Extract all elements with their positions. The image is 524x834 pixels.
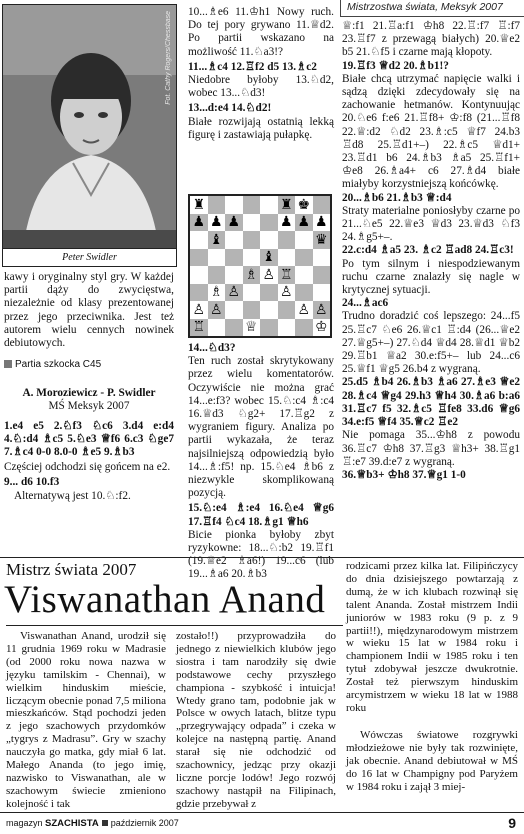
board-square <box>295 284 313 302</box>
board-square <box>243 196 261 214</box>
chess-piece-icon: ♟ <box>279 214 293 231</box>
section-divider <box>0 557 524 558</box>
comment-1: Częściej odchodzi się gońcem na e2. <box>4 461 171 474</box>
column-1 <box>4 271 174 503</box>
col2-comment-3: Bicie pionka byłoby zbyt ryzykowne: 18...♘:b2 19.♖f1 (19.♕e2 ♗a6!) 19...c6 (lub 19...♗a6 20.♗b3 <box>188 528 334 581</box>
board-square <box>313 196 331 214</box>
column-2-bottom <box>188 342 334 582</box>
chess-piece-icon: ♔ <box>314 319 328 336</box>
column-3 <box>342 20 520 482</box>
board-square <box>260 284 278 302</box>
chess-piece-icon: ♜ <box>279 196 293 213</box>
board-square <box>190 301 208 319</box>
article-column-b <box>176 630 336 811</box>
opening-label <box>4 358 174 371</box>
board-square <box>278 214 296 232</box>
col3-p2: Białe chcą utrzymać napięcie walki i sądzą dzięki zdecydowały się na zachowanie hetmanów. Kontynuując 20.♘e6 f:e6 21.♖f8+ ♔:f8 (21...♖f8 22.♕:d2 ♘d2 23.♗:c5 ♕f7 24.b3 ♖d8 25.♖d1+–) 22.♗c5 ♕d1+ 23.♖d1 b6 24.♗b3 ♗a5 25.♖f1+ ♔e8 26.♗a4+ c6 27.♗d4 białe miałyby korzystniejszą końcówkę. <box>342 72 520 191</box>
col3-m6: 36.♕b3+ ♔h8 37.♕g1 1-0 <box>342 468 466 481</box>
board-square <box>278 301 296 319</box>
article-text-c1: rodzicami przez kilka lat. Filipińczycy do dnia dzisiejszego powtarzają z dumą, że w ich klubach rozwinął się talent Ananda. Został mistrzem Indii juniorów w 1983 roku (9 p. z 9 partii!!), międzynarodowym mistrzem w wieku 15 lat w 1984 roku i championem Indii w 1985 roku i ten tytuł zdobywał jeszcze dwukrotnie. Został też pierwszym hinduskim arcymistrzem w wieku 18 lat w 1988 roku <box>346 560 518 714</box>
moves-block-2: 9... d6 10.f3 <box>4 476 60 489</box>
chess-piece-icon: ♙ <box>262 266 276 283</box>
col3-p3: Straty materialne poniosłyby czarne po 21...♘e5 22.♕e3 ♕d3 23.♕d3 ♘f3 24.♗g5+–. <box>342 204 520 244</box>
board-square <box>190 319 208 337</box>
board-square <box>313 319 331 337</box>
page-footer <box>0 812 524 834</box>
board-square <box>313 231 331 249</box>
board-square <box>243 249 261 267</box>
col3-m4: 24...♗ac6 <box>342 297 389 310</box>
col2-moves-2: 13...d:e4 14.♘d2! <box>188 102 272 115</box>
photo-credit: Fot. Cathy Rogers/Chessbase <box>165 11 172 105</box>
chess-piece-icon: ♙ <box>227 284 241 301</box>
board-square <box>243 214 261 232</box>
col2-comment-2: Białe rozwijają ostatnią lekką figurę i zastawiają pułapkę. <box>188 115 334 141</box>
board-square <box>295 249 313 267</box>
board-square <box>208 249 226 267</box>
magazine-name: SZACHISTA <box>45 818 99 829</box>
col3-p6: Nie pomaga 35...♔h8 z powodu 36.♖c7 ♔h8 37.♖g3 ♕h3+ 38.♖g1 ♖:e7 39.d:e7 z wygraną. <box>342 429 520 468</box>
board-square <box>295 301 313 319</box>
board-square <box>225 319 243 337</box>
board-square <box>208 196 226 214</box>
page-number: 9 <box>508 815 516 831</box>
board-square <box>225 301 243 319</box>
board-square <box>278 196 296 214</box>
chess-piece-icon: ♟ <box>297 214 311 231</box>
square-bullet-icon <box>4 360 12 368</box>
article-text-a: Viswanathan Anand, urodził się 11 grudnia 1969 roku w Madrasie (od 2000 roku nowa nazwa w języku tamilskim - Chennai), w wielkim hinduskim mieście, liczącym obecnie ponad 7,5 miliona mieszkańców. Stąd pochodzi jeden z jego szachowych przydomków „tygrys z Madrasu”. Gry w szachy nauczyła go matka, gdy miał 6 lat. Małego Ananda (to jego imię, nazwisko to Viswanathan, ale w szachowym świecie zmieniono kolejność i tak <box>6 630 166 810</box>
game-event: MŚ Meksyk 2007 <box>48 400 130 413</box>
board-square <box>225 249 243 267</box>
article-column-a <box>6 630 166 811</box>
board-square <box>260 319 278 337</box>
board-square <box>243 301 261 319</box>
square-separator-icon <box>102 820 108 826</box>
opening-name: Partia szkocka C45 <box>15 359 102 371</box>
chess-piece-icon: ♟ <box>209 214 223 231</box>
board-square <box>313 284 331 302</box>
board-square <box>225 266 243 284</box>
chess-piece-icon: ♙ <box>279 284 293 301</box>
board-square <box>278 266 296 284</box>
col3-m3: 22.c:d4 ♗a5 23. ♗c2 ♖ad8 24.♖c3! <box>342 244 514 257</box>
board-square <box>295 319 313 337</box>
board-square <box>278 249 296 267</box>
board-square <box>260 249 278 267</box>
board-square <box>295 266 313 284</box>
chess-piece-icon: ♝ <box>209 231 223 248</box>
col2-move-after-board: 14...♘d3? <box>188 342 236 354</box>
board-square <box>243 231 261 249</box>
article-text-c2: Wówczas światowe rozgrywki młodzieżowe nie były tak rozwinięte, jak obecnie. Anand debiutował w MŚ do 16 lat w Champigny pod Paryżem w 1984 roku i zajął 3 miej- <box>346 728 518 793</box>
article-kicker: Mistrz świata 2007 <box>6 560 137 579</box>
footer-magazine <box>6 813 179 834</box>
running-head: Mistrzostwa świata, Meksyk 2007 <box>340 0 524 16</box>
col3-p1: ♕:f1 21.♖a:f1 ♔h8 22.♖:f7 ♖:f7 23.♖f7 z przewagą białych) 20.♕e2 b5 21.♘f5 i czarne mają kłopoty. <box>342 20 520 59</box>
board-square <box>313 301 331 319</box>
board-square <box>208 319 226 337</box>
board-square <box>313 214 331 232</box>
board-square <box>243 266 261 284</box>
issue-date: październik 2007 <box>110 818 179 828</box>
chess-piece-icon: ♙ <box>209 301 223 318</box>
board-square <box>260 266 278 284</box>
chess-piece-icon: ♛ <box>314 231 328 248</box>
game-header: A. Moroziewicz - P. Swidler <box>22 387 156 400</box>
headline-rule <box>6 625 343 626</box>
chess-piece-icon: ♟ <box>314 214 328 231</box>
col3-p5: Trudno doradzić coś lepszego: 24...f5 25.♖c7 ♘e6 26.♕c1 ♖:d4 (26...♕e2 27.♕g5+–) 27.♘d4 ♕d4 28.♕d1 ♕b2 29.♖b1 ♕a2 30.e:f5+– lub 24...c6 25.♕f1 ♕g5 26.b4 z wygraną. <box>342 310 520 376</box>
col2-after-board-text: Ten ruch został skrytykowany przez wielu komentatorów. Oczywiście nie można grać 14...e:f3? wobec 15.♘:c4 ♗:c4 16.♕d3 ♘g2+ 17.♖g2 z wygraniem figury. Analiza po partii wykazała, że teraz najsilniejszą odpowiedzią było 14...♗:f5! np. 15.♘e4 ♗b6 z niezwykle skomplikowaną pozycją. <box>188 355 334 500</box>
board-square <box>313 266 331 284</box>
board-square <box>208 266 226 284</box>
board-square <box>260 196 278 214</box>
comment-2: Alternatywą jest 10.♘:f2. <box>14 489 131 502</box>
chess-piece-icon: ♖ <box>279 266 293 283</box>
col2-moves-1: 11...♗c4 12.♖f2 d5 13.♗c2 <box>188 60 317 73</box>
board-square <box>225 214 243 232</box>
article-headline: Viswanathan Anand <box>4 578 326 621</box>
chess-piece-icon: ♝ <box>262 249 276 266</box>
chess-piece-icon: ♙ <box>192 301 206 318</box>
board-square <box>260 231 278 249</box>
board-square <box>225 196 243 214</box>
col3-m2: 20...♗b6 21.♗b3 ♕:d4 <box>342 191 452 204</box>
board-square <box>278 284 296 302</box>
moves-block-1: 1.e4 e5 2.♘f3 ♘c6 3.d4 e:d4 4.♘:d4 ♗c5 5.♘e3 ♕f6 6.c3 ♘ge7 7.♗c4 0-0 8.0-0 ♗e5 9.♗b3 <box>4 419 174 459</box>
chess-piece-icon: ♗ <box>244 266 258 283</box>
chess-piece-icon: ♙ <box>314 301 328 318</box>
chess-piece-icon: ♕ <box>244 319 258 336</box>
board-square <box>225 284 243 302</box>
article-column-c <box>346 560 518 793</box>
col2-comment-1: Niedobre byłoby 13.♘d2, wobec 13...♘d3! <box>188 74 334 100</box>
board-square <box>243 319 261 337</box>
board-square <box>208 284 226 302</box>
chess-piece-icon: ♜ <box>192 196 206 213</box>
col3-m1: 19.♖f3 ♕d2 20.♗b1!? <box>342 59 449 72</box>
col3-p4: Po tym silnym i niespodziewanym ruchu czarne znalazły się nagle w krytycznej sytuacji. <box>342 257 520 297</box>
board-square <box>278 319 296 337</box>
board-square <box>190 284 208 302</box>
board-square <box>260 301 278 319</box>
chess-piece-icon: ♟ <box>192 214 206 231</box>
photo-caption: Peter Swidler <box>2 249 177 267</box>
chess-piece-icon: ♖ <box>192 319 206 336</box>
board-square <box>190 196 208 214</box>
board-square <box>190 214 208 232</box>
board-square <box>295 196 313 214</box>
player-photo <box>2 4 177 249</box>
board-square <box>208 301 226 319</box>
col2-top-text: 10...♗e6 11.♔h1 Nowy ruch. Do tej pory grywano 11.♕d2. Po partii wskazano na możliwość 11.♘a3!? <box>188 6 334 58</box>
column-2-top <box>188 6 334 142</box>
board-square <box>208 231 226 249</box>
chess-diagram <box>188 194 332 338</box>
article-text-b: zostało!!) przyprowadziła do jednego z niewielkich klubów jego siostra i tam narodziły się dwie podstawowe cechy przyszłego championa - szybkość i intuicja! Wtedy grano tam, podobnie jak w Polsce w owych latach, blitze typu „przegrywający odpada” i czeka w kolejce na następną partię. Anand starał się nie odchodzić od szachownicy, jedząc przy okazji liczne porcje lodów! Jego rozwój szachowy nastąpił na Filipinach, gdzie przebywał z <box>176 630 336 810</box>
col1-text: kawy i oryginalny styl gry. W każdej partii dąży do zwycięstwa, niezależnie od klasy prezentowanej przez jego przeciwnika. Jest też autorem wielu cennych nowinek debiutowych. <box>4 271 174 350</box>
chess-piece-icon: ♟ <box>227 214 241 231</box>
board-square <box>190 231 208 249</box>
col3-m5: 25.d5 ♗b4 26.♗b3 ♗a6 27.♗e3 ♕e2 28.♗c4 ♕g4 29.h3 ♕h4 30.♗a6 b:a6 31.♖c7 f5 32.♗c5 ♖fe8 33.d6 ♕g6 34.e:f5 ♕f4 35.♕c2 ♖e2 <box>342 376 520 429</box>
col2-moves-3: 15.♘:e4 ♗:e4 16.♘e4 ♕g6 17.♖f4 ♘c4 18.♗g1 ♕h6 <box>188 502 334 528</box>
board-square <box>190 266 208 284</box>
portrait-illustration <box>3 5 177 249</box>
board-square <box>208 214 226 232</box>
running-head-rule <box>340 16 524 17</box>
chess-piece-icon: ♙ <box>297 301 311 318</box>
board-square <box>313 249 331 267</box>
chess-piece-icon: ♚ <box>297 196 311 213</box>
board-square <box>295 214 313 232</box>
board-square <box>260 214 278 232</box>
chess-piece-icon: ♗ <box>209 284 223 301</box>
board-square <box>225 231 243 249</box>
board-square <box>243 284 261 302</box>
board-square <box>295 231 313 249</box>
board-square <box>278 231 296 249</box>
magazine-prefix: magazyn <box>6 818 43 828</box>
board-square <box>190 249 208 267</box>
